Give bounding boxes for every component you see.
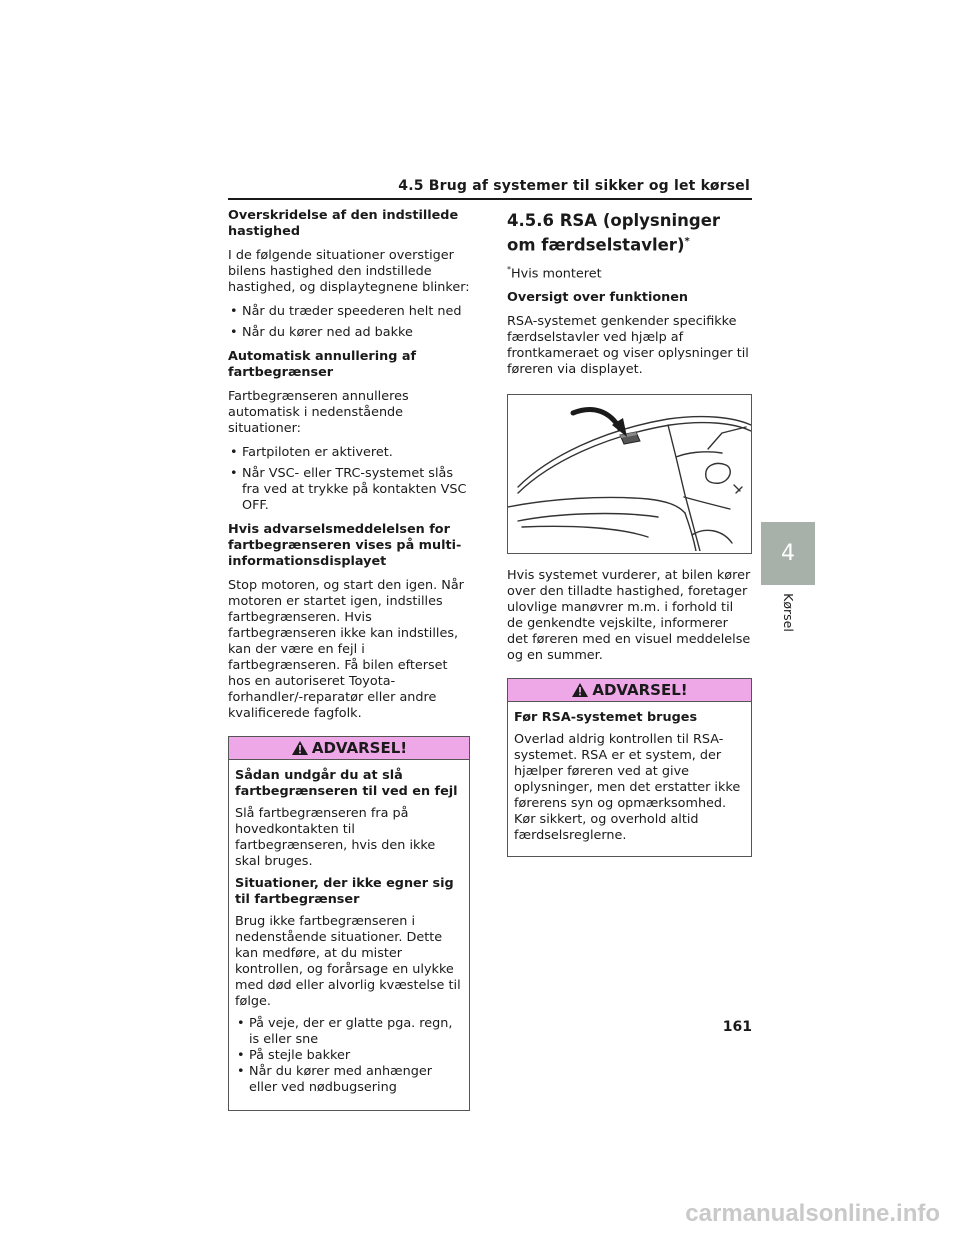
warning-body (229, 760, 469, 1110)
warning-subheading: Før RSA-systemet bruges (514, 709, 698, 725)
warning-paragraph: Brug ikke fartbegrænseren i nedenstående situationer. Dette kan medføre, at du mister kontrollen, og forårsage en ulykke med død eller alvorlig kvæstelse til følge. (235, 914, 461, 1009)
list-item: • På stejle bakker (235, 1048, 463, 1064)
paragraph-warning-message: Stop motoren, og start den igen. Når motoren er startet igen, indstilles fartbegrænseren. Hvis fartbegrænseren ikke kan indstilles, kan der være en fejl i fartbegrænseren. Få bilen efterset hos en autoriseret Toyota-forhandler/-reparatør eller andre kvalificerede fagfolk. (228, 578, 464, 721)
list-auto-cancel (228, 445, 470, 514)
page-number: 161 (722, 1019, 752, 1035)
warning-label: ADVARSEL! (311, 739, 408, 757)
warning-box-right (507, 678, 752, 857)
warning-paragraph: Overlad aldrig kontrollen til RSA-systemet. RSA er et system, der hjælper føreren ved at give oplysninger, men det erstatter ikke førerens syn og opmærksomhed. Kør sikkert, og overhold altid færdselsreglerne. (514, 731, 741, 843)
left-column (228, 208, 470, 1111)
footnote (507, 262, 752, 282)
warning-list (235, 1016, 463, 1096)
camera-location-illustration (507, 394, 752, 554)
footnote-text: Hvis monteret (511, 265, 602, 281)
warning-triangle-icon (291, 740, 309, 756)
warning-header (508, 679, 751, 702)
header-rule (228, 198, 752, 200)
section-title-text: 4.5.6 RSA (oplysninger om færdselstavler) (507, 211, 721, 255)
list-item: • Når du kører ned ad bakke (228, 325, 470, 341)
list-item: • Når du træder speederen helt ned (228, 304, 470, 320)
subheading-exceed-speed: Overskridelse af den indstillede hastighed (228, 208, 459, 239)
warning-subheading: Sådan undgår du at slå fartbegrænseren til ved en fejl (235, 768, 458, 799)
warning-triangle-icon (571, 682, 589, 698)
chapter-tab (761, 522, 815, 585)
paragraph-overview: RSA-systemet genkender specifikke færdselstavler ved hjælp af frontkameraet og viser oplysninger til føreren via displayet. (507, 313, 749, 377)
chapter-number: 4 (781, 541, 795, 566)
warning-box-left (228, 736, 470, 1111)
list-item: • Når VSC- eller TRC-systemet slås fra ved at trykke på kontakten VSC OFF. (228, 466, 470, 514)
right-column (507, 208, 752, 857)
paragraph-exceed-speed: I de følgende situationer overstiger bilens hastighed den indstillede hastighed, og displaytegnene blinker: (228, 248, 470, 295)
watermark: carmanualsonline.info (685, 1200, 940, 1227)
section-title (507, 210, 752, 256)
warning-header (229, 737, 469, 760)
list-item: • Fartpiloten er aktiveret. (228, 445, 470, 461)
section-title-mark: * (684, 236, 690, 247)
warning-paragraph: Slå fartbegrænseren fra på hovedkontakten til fartbegrænseren, hvis den ikke skal bruges. (235, 806, 436, 869)
paragraph-auto-cancel: Fartbegrænseren annulleres automatisk i nedenstående situationer: (228, 389, 409, 436)
footnote-mark: * (507, 264, 511, 274)
warning-subheading: Situationer, der ikke egner sig til fartbegrænser (235, 876, 454, 907)
subheading-overview: Oversigt over funktionen (507, 289, 689, 305)
subheading-auto-cancel: Automatisk annullering af fartbegrænser (228, 349, 417, 380)
chapter-header: 4.5 Brug af systemer til sikker og let kørsel (398, 178, 750, 194)
car-windshield-illustration (508, 395, 751, 551)
warning-body (508, 702, 751, 856)
chapter-label (770, 592, 806, 632)
chapter-label-text: Kørsel (780, 592, 796, 632)
subheading-warning-message: Hvis advarselsmeddelelsen for fartbegrænseren vises på multi-informationsdisplayet (228, 522, 462, 569)
list-item: • På veje, der er glatte pga. regn, is eller sne (235, 1016, 463, 1048)
list-item: • Når du kører med anhænger eller ved nødbugsering (235, 1064, 463, 1096)
list-exceed-speed (228, 304, 470, 341)
warning-label: ADVARSEL! (592, 680, 688, 699)
paragraph-rsa-warning: Hvis systemet vurderer, at bilen kører over den tilladte hastighed, foretager ulovlige manøvrer m.m. i forhold til de genkendte vejskilte, informerer det føreren med en visuel meddelelse og en summer. (507, 567, 751, 663)
